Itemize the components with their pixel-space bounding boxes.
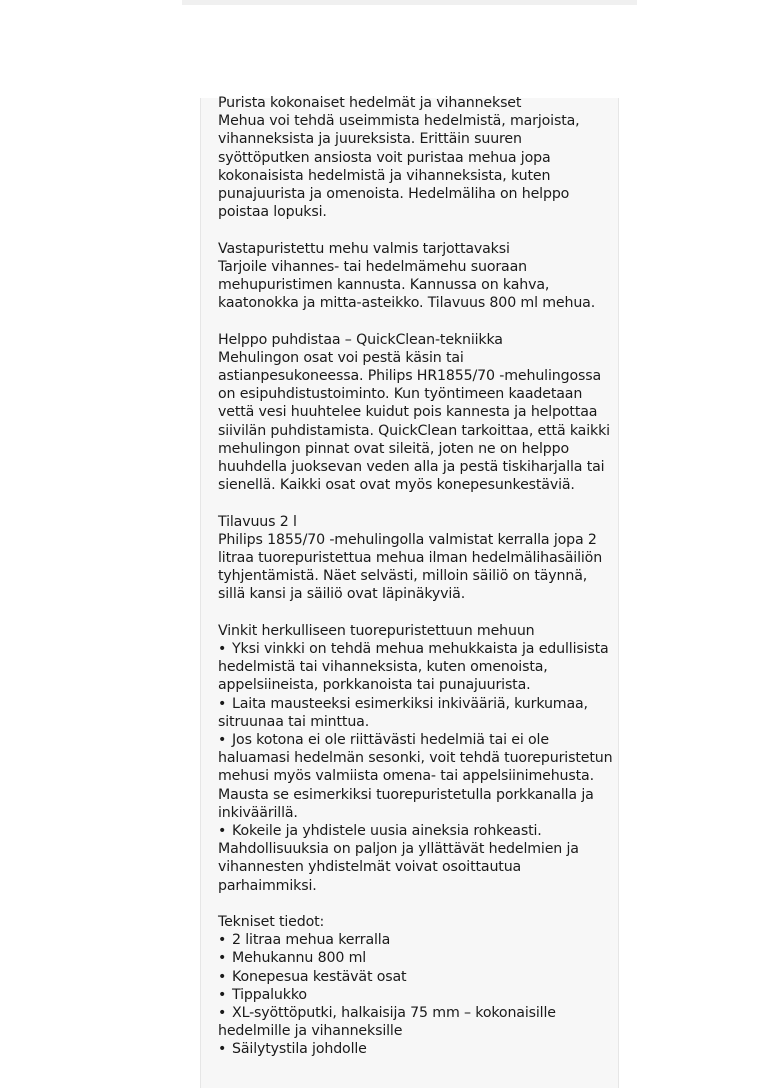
list-item: • Tippalukko <box>218 986 307 1003</box>
section-heading: Purista kokonaiset hedelmät ja vihannekset <box>218 95 522 111</box>
list-item: • Kokeile ja yhdistele uusia aineksia rohkeasti. Mahdollisuuksia on paljon ja yllättävät hedelmien ja vihannesten yhdistelmät voivat osoittautua parhaimmiksi. <box>218 823 579 894</box>
bullet-icon: • <box>218 950 227 967</box>
section-body: Tarjoile vihannes- tai hedelmämehu suoraan mehupuristimen kannusta. Kannussa on kahva, kaatonokka ja mitta-asteikko. Tilavuus 800 ml mehua. <box>218 258 596 312</box>
bullet-icon: • <box>218 823 227 840</box>
product-description <box>218 94 613 1077</box>
section-whole-fruits <box>218 94 613 221</box>
list-item: • Konepesua kestävät osat <box>218 968 407 985</box>
bullet-icon: • <box>218 986 227 1003</box>
section-heading: Vastapuristettu mehu valmis tarjottavaksi <box>218 240 510 257</box>
list-item: • XL-syöttöputki, halkaisija 75 mm – kokonaisille hedelmille ja vihanneksille <box>218 1005 556 1040</box>
specs-heading: Tekniset tiedot: <box>218 914 325 931</box>
bullet-icon: • <box>218 932 227 949</box>
list-item: • Mehukannu 800 ml <box>218 950 367 967</box>
bullet-icon: • <box>218 641 227 658</box>
section-heading: Tilavuus 2 l <box>218 513 297 530</box>
bullet-icon: • <box>218 968 227 985</box>
list-item: • Jos kotona ei ole riittävästi hedelmiä tai ei ole haluamasi hedelmän sesonki, voit tehdä tuorepuristetun mehusi myös valmiista omena- tai appelsiinimehusta. Mausta se esimerkiksi tuorepuristetulla porkkanalla ja inkiväärillä. <box>218 732 613 821</box>
section-fresh-juice <box>218 240 613 313</box>
list-item: • Laita mausteeksi esimerkiksi inkivääriä, kurkumaa, sitruunaa tai minttua. <box>218 695 588 730</box>
top-bar <box>182 0 637 5</box>
bullet-icon: • <box>218 695 227 712</box>
section-tips <box>218 622 613 895</box>
section-body: Mehua voi tehdä useimmista hedelmistä, marjoista, vihanneksista ja juureksista. Erittäin suuren syöttöputken ansiosta voit puristaa mehua jopa kokonaisista hedelmistä ja vihanneksista, kuten punajuurista ja omenoista. Hedelmäliha on helppo poistaa lopuksi. <box>218 113 580 221</box>
section-capacity <box>218 513 613 604</box>
bullet-icon: • <box>218 1005 227 1022</box>
bullet-icon: • <box>218 732 227 749</box>
section-body: Philips 1855/70 -mehulingolla valmistat kerralla jopa 2 litraa tuorepuristettua mehua ilman hedelmälihasäiliön tyhjentämistä. Näet selvästi, milloin säiliö on täynnä, sillä kansi ja säiliö ovat läpinäkyviä. <box>218 531 603 603</box>
section-heading: Helppo puhdistaa – QuickClean-tekniikka <box>218 331 503 348</box>
list-item: • Yksi vinkki on tehdä mehua mehukkaista ja edullisista hedelmistä tai vihanneksista, kuten omenoista, appelsiineista, porkkanoista tai punajuurista. <box>218 641 609 694</box>
list-item: • 2 litraa mehua kerralla <box>218 932 391 949</box>
tips-heading: Vinkit herkulliseen tuorepuristettuun mehuun <box>218 622 535 639</box>
section-quickclean <box>218 331 613 495</box>
section-body: Mehulingon osat voi pestä käsin tai astianpesukoneessa. Philips HR1855/70 -mehulingossa on esipuhdistustoiminto. Kun työntimeen kaadetaan vettä vesi huuhtelee kuidut pois kannesta ja helpottaa siivilän puhdistamista. QuickClean tarkoittaa, että kaikki mehulingon pinnat ovat sileitä, joten ne on helppo huuhdella juoksevan veden alla ja pestä tiskiharjalla tai sienellä. Kaikki osat ovat myös konepesunkestäviä. <box>218 349 610 494</box>
bullet-icon: • <box>218 1041 227 1058</box>
section-specs <box>218 913 613 1059</box>
list-item: • Säilytystila johdolle <box>218 1041 367 1058</box>
